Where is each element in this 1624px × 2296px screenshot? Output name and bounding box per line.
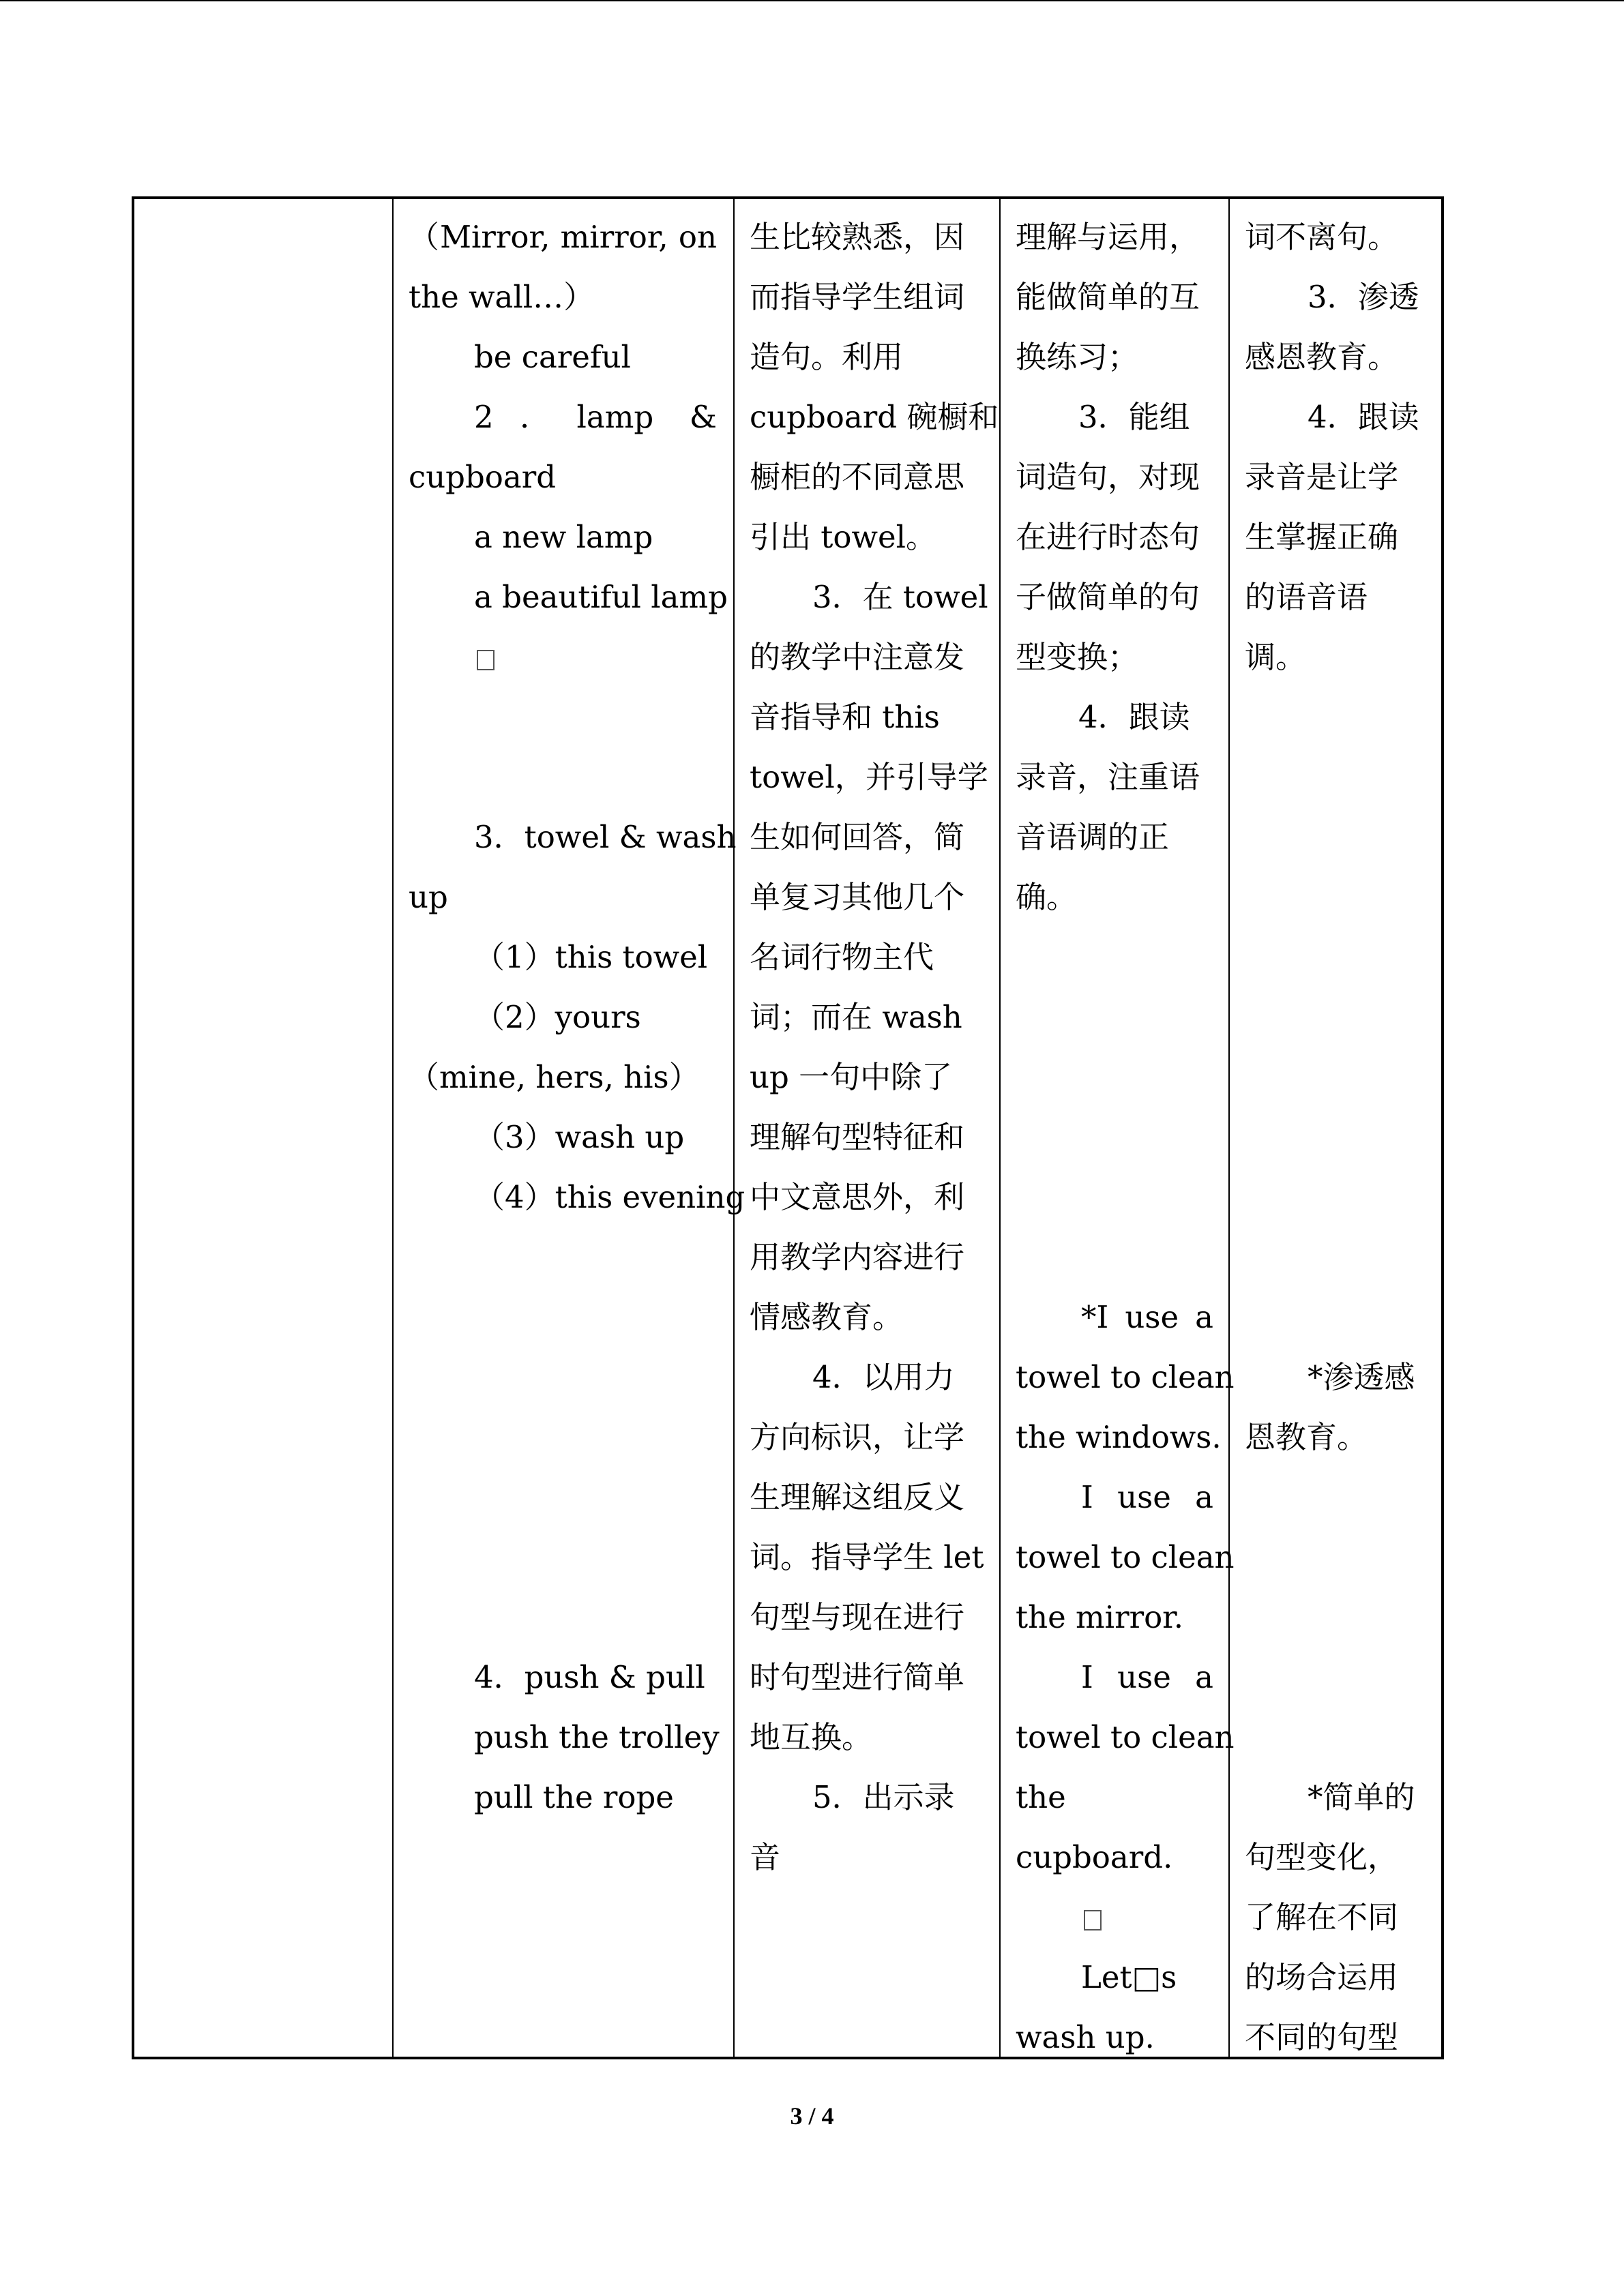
goals-line <box>1016 1648 1213 1708</box>
content-line <box>409 447 717 507</box>
column-divider <box>392 199 394 2057</box>
cell-text: （2）yours <box>474 999 641 1035</box>
cell-text: I use a <box>1081 1479 1213 1515</box>
intent-line <box>1245 447 1564 507</box>
method-line <box>750 267 987 327</box>
column-divider <box>733 199 735 2057</box>
column-divider <box>999 199 1001 2057</box>
cell-text: 词；而在 wash <box>750 999 962 1035</box>
cell-text: 的场合运用 <box>1245 1959 1399 1995</box>
cell-text: 2．lamp & <box>474 399 717 435</box>
method-line <box>750 1708 987 1768</box>
goals-line <box>1016 1587 1213 1648</box>
column-divider <box>1228 199 1230 2057</box>
cell-text: 名词行物主代 <box>750 939 934 975</box>
cell-text: 时句型进行简单 <box>750 1659 965 1695</box>
content-line <box>409 1708 720 1768</box>
method-line <box>750 327 987 387</box>
cell-text: 句型与现在进行 <box>750 1599 965 1635</box>
cell-text: a beautiful lamp <box>474 579 728 615</box>
method-line <box>750 1287 987 1347</box>
method-line <box>750 747 987 807</box>
cell-text: 地互换。 <box>750 1719 873 1755</box>
cell-text: 换练习； <box>1016 339 1139 375</box>
content-line <box>409 1107 717 1167</box>
goals-line <box>1016 807 1213 867</box>
goals-line <box>1016 387 1213 447</box>
cell-text: 单复习其他几个 <box>750 879 965 915</box>
intent-line <box>1245 1768 1564 1828</box>
cell-text: 而指导学生组词 <box>750 279 965 315</box>
cell-text: 5．出示录 <box>812 1779 955 1815</box>
method-line <box>750 1347 987 1407</box>
cell-text: 句型变化， <box>1245 1839 1399 1875</box>
intent-line <box>1245 2008 1564 2068</box>
content-line <box>409 807 737 867</box>
lesson-plan-table <box>132 196 1444 2059</box>
goals-line <box>1016 1287 1213 1347</box>
method-line <box>750 927 987 987</box>
intent-line <box>1245 267 1564 327</box>
cell-text: the mirror. <box>1016 1599 1184 1635</box>
intent-line <box>1245 327 1564 387</box>
cell-text: （3）wash up <box>474 1119 685 1155</box>
cell-text: 恩教育。 <box>1245 1419 1368 1455</box>
cell-text: 3．渗透 <box>1308 279 1419 315</box>
cell-text: cupboard <box>409 459 557 495</box>
cell-text: up 一句中除了 <box>750 1059 953 1095</box>
content-line <box>409 1768 717 1828</box>
cell-text: 引出 towel。 <box>750 519 937 555</box>
cell-text: towel to clean <box>1016 1719 1235 1755</box>
goals-line <box>1016 1527 1235 1587</box>
content-line <box>409 207 717 267</box>
goals-line <box>1016 1888 1213 1948</box>
method-line <box>750 987 987 1047</box>
cell-text: the wall…） <box>409 279 595 315</box>
page-number: 3 / 4 <box>790 2102 834 2130</box>
method-line <box>750 507 987 567</box>
cell-text: 生理解这组反义 <box>750 1479 965 1515</box>
content-line <box>409 1047 717 1107</box>
goals-line <box>1016 1347 1235 1407</box>
goals-line <box>1016 267 1213 327</box>
cell-text: 用教学内容进行 <box>750 1239 965 1275</box>
cell-text: I use a <box>1081 1659 1213 1695</box>
method-line <box>750 687 987 747</box>
intent-line <box>1245 1347 1564 1407</box>
content-line <box>409 1648 717 1708</box>
cell-text: *I use a <box>1081 1299 1213 1335</box>
cell-text: 词造句，对现 <box>1016 459 1200 495</box>
goals-line <box>1016 567 1213 627</box>
cell-text: 3．在 towel <box>812 579 988 615</box>
cell-text: （Mirror, mirror, on <box>409 219 717 255</box>
cell-text: 方向标识，让学 <box>750 1419 965 1455</box>
cell-text: *渗透感 <box>1308 1359 1415 1395</box>
cell-text: 4．跟读 <box>1308 399 1419 435</box>
method-line <box>750 807 987 867</box>
intent-line <box>1245 627 1564 687</box>
method-line <box>750 1167 987 1227</box>
goals-line <box>1016 1768 1213 1828</box>
method-line <box>750 1407 987 1467</box>
cell-text: Let□s <box>1081 1959 1177 1995</box>
cell-text: （1）this towel <box>474 939 708 975</box>
content-line <box>409 567 728 627</box>
content-line <box>409 987 717 1047</box>
cell-text: 生如何回答，简 <box>750 819 965 855</box>
goals-line <box>1016 327 1213 387</box>
cell-text: the <box>1016 1779 1066 1815</box>
method-line <box>750 207 987 267</box>
cell-text: cupboard 碗橱和 <box>750 399 999 435</box>
goals-line <box>1016 1708 1235 1768</box>
cell-text: towel to clean <box>1016 1539 1235 1575</box>
goals-line <box>1016 1407 1222 1467</box>
content-line <box>409 1167 745 1227</box>
cell-text: be careful <box>474 339 631 375</box>
cell-text: 词不离句。 <box>1245 219 1399 255</box>
goals-line <box>1016 2008 1213 2068</box>
cell-text: 情感教育。 <box>750 1299 904 1335</box>
method-line <box>750 1227 987 1287</box>
content-line <box>409 927 717 987</box>
intent-line <box>1245 1407 1564 1467</box>
cell-text: up <box>409 879 448 915</box>
cell-text: towel，并引导学 <box>750 759 988 795</box>
method-line <box>750 447 987 507</box>
goals-line <box>1016 447 1213 507</box>
cell-text: 能做简单的互 <box>1016 279 1200 315</box>
goals-line <box>1016 507 1213 567</box>
method-line <box>750 1828 987 1888</box>
method-line <box>750 567 987 627</box>
method-line <box>750 1467 987 1527</box>
cell-text: *简单的 <box>1308 1779 1415 1815</box>
method-line <box>750 1527 987 1587</box>
cell-text: 理解与运用， <box>1016 219 1200 255</box>
goals-line <box>1016 687 1213 747</box>
content-line <box>409 507 717 567</box>
cell-text: 4．push & pull <box>474 1659 705 1695</box>
cell-text: 在进行时态句 <box>1016 519 1200 555</box>
cell-text: 音指导和 this <box>750 699 940 735</box>
method-line <box>750 1768 987 1828</box>
cell-text: 了解在不同 <box>1245 1899 1399 1935</box>
intent-line <box>1245 387 1564 447</box>
goals-line <box>1016 207 1213 267</box>
cell-text: 生掌握正确 <box>1245 519 1399 555</box>
cell-text: a new lamp <box>474 519 653 555</box>
cell-text: 调。 <box>1245 639 1307 675</box>
intent-line <box>1245 207 1564 267</box>
cell-text: towel to clean <box>1016 1359 1235 1395</box>
cell-text: 造句。利用 <box>750 339 904 375</box>
method-line <box>750 1587 987 1648</box>
goals-line <box>1016 627 1213 687</box>
content-line <box>409 867 717 927</box>
intent-line <box>1245 1948 1564 2008</box>
cell-text: cupboard. <box>1016 1839 1173 1875</box>
intent-line <box>1245 507 1564 567</box>
cell-text: 音 <box>750 1839 781 1875</box>
cell-text: the windows. <box>1016 1419 1222 1455</box>
goals-line <box>1016 747 1213 807</box>
content-line <box>409 327 717 387</box>
cell-text: wash up. <box>1016 2019 1155 2055</box>
intent-line <box>1245 1828 1564 1888</box>
placeholder-box-icon <box>1084 1910 1102 1930</box>
intent-line <box>1245 1888 1564 1948</box>
intent-line <box>1245 567 1564 627</box>
method-line <box>750 387 999 447</box>
method-line <box>750 1648 987 1708</box>
goals-line <box>1016 1828 1213 1888</box>
cell-text: 词。指导学生 let <box>750 1539 984 1575</box>
cell-text: 录音是让学 <box>1245 459 1399 495</box>
cell-text: 的教学中注意发 <box>750 639 965 675</box>
placeholder-box-icon <box>477 650 494 670</box>
content-line <box>409 627 717 687</box>
method-line <box>750 627 987 687</box>
cell-text: 中文意思外，利 <box>750 1179 965 1215</box>
cell-text: 录音，注重语 <box>1016 759 1200 795</box>
cell-text: （mine, hers, his） <box>409 1059 700 1095</box>
cell-text: 确。 <box>1016 879 1078 915</box>
cell-text: pull the rope <box>474 1779 674 1815</box>
content-line <box>409 387 717 447</box>
cell-text: 4．以用力 <box>812 1359 955 1395</box>
cell-text: 4．跟读 <box>1078 699 1190 735</box>
cell-text: push the trolley <box>474 1719 720 1755</box>
cell-text: 不同的句型 <box>1245 2019 1399 2055</box>
page-top-border <box>0 0 1624 1</box>
cell-text: 音语调的正 <box>1016 819 1170 855</box>
cell-text: 生比较熟悉，因 <box>750 219 965 255</box>
cell-text: 型变换； <box>1016 639 1139 675</box>
goals-line <box>1016 867 1213 927</box>
method-line <box>750 1107 987 1167</box>
cell-text: 3．能组 <box>1078 399 1190 435</box>
cell-text: 理解句型特征和 <box>750 1119 965 1155</box>
method-line <box>750 867 987 927</box>
cell-text: 的语音语 <box>1245 579 1368 615</box>
cell-text: 感恩教育。 <box>1245 339 1399 375</box>
cell-text: 3．towel & wash <box>474 819 737 855</box>
cell-text: （4）this evening <box>474 1179 745 1215</box>
cell-text: 子做简单的句 <box>1016 579 1200 615</box>
goals-line <box>1016 1467 1213 1527</box>
cell-text: 橱柜的不同意思 <box>750 459 965 495</box>
method-line <box>750 1047 987 1107</box>
goals-line <box>1016 1948 1213 2008</box>
content-line <box>409 267 717 327</box>
